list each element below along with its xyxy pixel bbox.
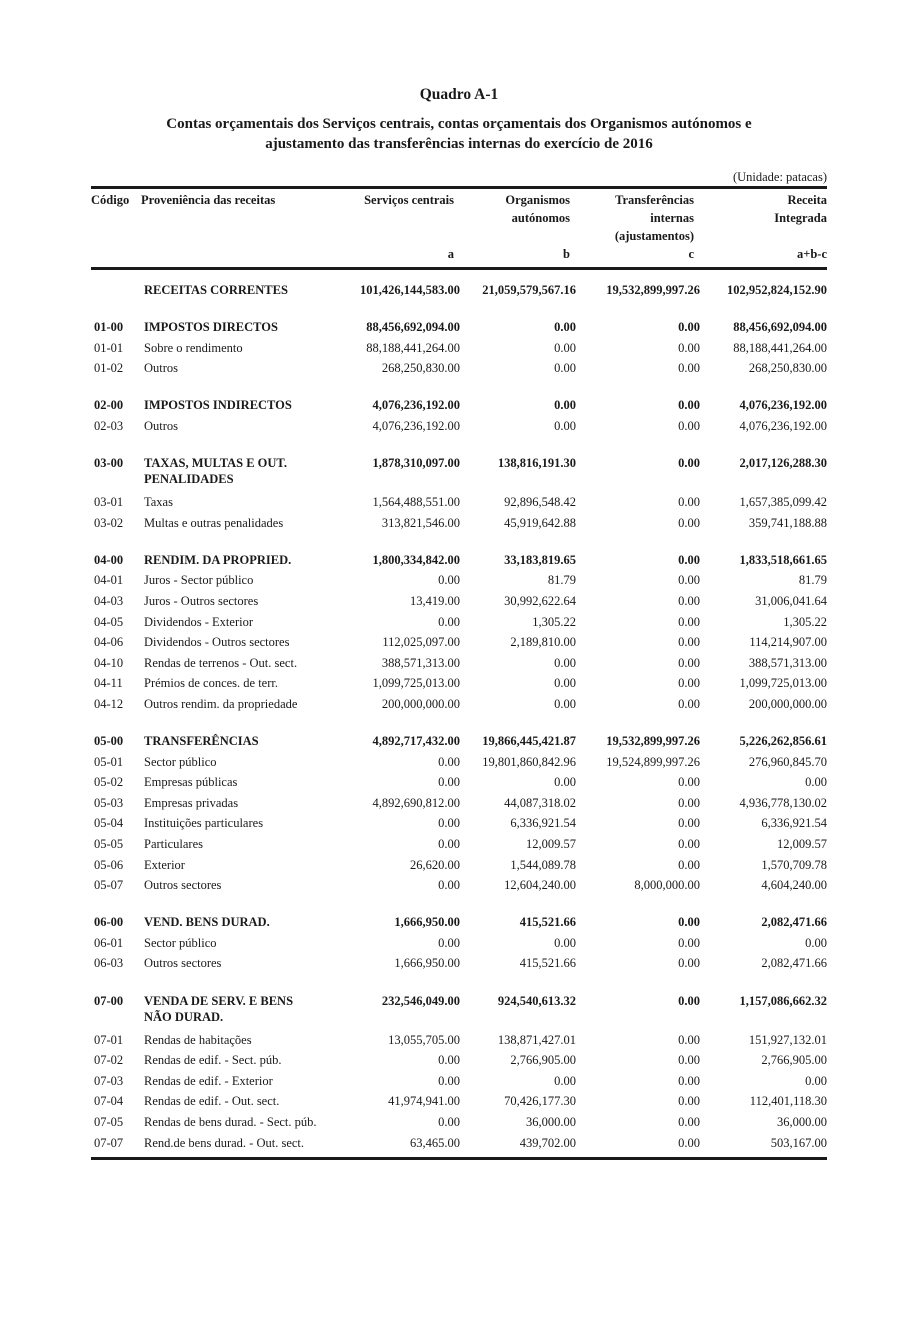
row-label: RECEITAS CORRENTES [144, 283, 288, 297]
row-code: 07-01 [94, 1032, 124, 1047]
row-value-a: 0.00 [438, 614, 460, 629]
row-value-b: 415,521.66 [519, 956, 576, 971]
row-value-d: 359,741,188.88 [748, 515, 827, 530]
formula-c: c [688, 247, 694, 261]
row-value-a: 88,456,692,094.00 [366, 320, 460, 335]
row-value-b: 81.79 [547, 573, 576, 588]
row-value-a: 63,465.00 [410, 1135, 460, 1150]
header-b-line-2: autónomos [511, 211, 570, 225]
row-label: Dividendos - Exterior [144, 614, 254, 629]
row-value-c: 0.00 [678, 320, 700, 335]
table-row [91, 634, 827, 655]
row-value-b: 0.00 [554, 1073, 576, 1088]
row-label: RENDIM. DA PROPRIED. [144, 552, 292, 567]
row-value-d: 112,401,118.30 [749, 1094, 827, 1109]
row-code: 07-02 [94, 1053, 124, 1068]
row-value-c: 0.00 [678, 456, 700, 471]
table-row [91, 877, 827, 898]
section-row [91, 455, 827, 494]
row-code: 05-02 [94, 775, 124, 790]
row-label: Rend.de bens durad. - Out. sect. [144, 1135, 305, 1150]
row-value-d: 4,936,778,130.02 [739, 795, 827, 810]
row-code: 04-11 [94, 676, 123, 691]
row-label: Empresas públicas [144, 775, 238, 790]
row-value-c: 0.00 [678, 696, 700, 711]
row-value-a: 0.00 [438, 775, 460, 790]
row-value-d: 0.00 [805, 1073, 827, 1088]
unit-note: (Unidade: patacas) [732, 170, 827, 184]
row-value-a: 4,076,236,192.00 [372, 398, 460, 413]
row-value-b: 415,521.66 [519, 915, 576, 930]
row-value-c: 0.00 [678, 956, 700, 971]
row-value-b: 12,009.57 [526, 836, 576, 851]
row-code: 05-03 [94, 795, 124, 810]
row-value-a: 0.00 [438, 1053, 460, 1068]
row-value-c: 0.00 [678, 635, 700, 650]
row-value-a: 388,571,313.00 [381, 655, 460, 670]
table-row [91, 360, 827, 381]
row-label: Particulares [144, 836, 204, 851]
row-value-b: 19,866,445,421.87 [482, 734, 576, 748]
table-row [91, 614, 827, 635]
row-value-c: 0.00 [678, 398, 700, 413]
formula-b: b [563, 247, 570, 261]
row-value-c: 0.00 [678, 1114, 700, 1129]
row-value-d: 0.00 [805, 775, 827, 790]
section-row [91, 552, 827, 573]
row-code: 03-02 [94, 515, 124, 530]
row-value-a: 1,800,334,842.00 [372, 552, 460, 567]
row-value-d: 5,226,262,856.61 [739, 734, 827, 748]
table-title: Quadro A-1 [419, 86, 499, 103]
row-value-b: 19,801,860,842.96 [482, 754, 576, 769]
row-value-d: 1,570,709.78 [761, 857, 827, 872]
row-value-b: 44,087,318.02 [504, 795, 576, 810]
row-value-a: 13,419.00 [410, 593, 460, 608]
group-spacer [91, 535, 827, 552]
total-row-receitas-correntes [91, 282, 827, 303]
row-value-b: 0.00 [554, 398, 576, 413]
header-c-line-1: Transferências [615, 193, 694, 207]
row-value-d: 388,571,313.00 [748, 655, 827, 670]
row-value-c: 0.00 [678, 1135, 700, 1150]
row-code: 05-00 [94, 734, 124, 748]
group-spacer [91, 303, 827, 320]
row-value-c: 0.00 [678, 1094, 700, 1109]
document-page [91, 84, 827, 1160]
row-value-a: 1,666,950.00 [394, 956, 460, 971]
header-description: Proveniência das receitas [141, 193, 276, 207]
row-label: Rendas de edif. - Exterior [144, 1073, 273, 1088]
row-value-b: 0.00 [554, 676, 576, 691]
row-value-a: 0.00 [438, 816, 460, 831]
row-value-a: 13,055,705.00 [388, 1032, 460, 1047]
header-d-line-2: Integrada [774, 211, 827, 225]
table-header [91, 189, 827, 267]
row-value-d: 88,188,441,264.00 [733, 340, 827, 355]
header-organismos-autonomos [460, 189, 576, 245]
row-label: Outros sectores [144, 956, 222, 971]
row-value-d: 114,214,907.00 [749, 635, 827, 650]
row-value-a: 41,974,941.00 [388, 1094, 460, 1109]
table-row [91, 815, 827, 836]
row-value-b: 0.00 [554, 361, 576, 376]
row-label: Rendas de terrenos - Out. sect. [144, 655, 298, 670]
row-value-a: 26,620.00 [410, 857, 460, 872]
table-row [91, 1093, 827, 1114]
row-label: Taxas [144, 495, 173, 510]
row-label: Rendas de habitações [144, 1032, 252, 1047]
row-value-b: 138,816,191.30 [497, 456, 576, 471]
row-value-c: 0.00 [678, 495, 700, 510]
row-label: Juros - Outros sectores [144, 593, 259, 608]
row-value-c: 0.00 [678, 775, 700, 790]
section-row [91, 397, 827, 418]
table-row [91, 572, 827, 593]
row-value-b: 30,992,622.64 [504, 593, 576, 608]
row-value-b: 2,766,905.00 [510, 1053, 576, 1068]
row-value-a: 0.00 [438, 1114, 460, 1129]
row-label: Outros sectores [144, 878, 222, 893]
row-value-a: 88,188,441,264.00 [366, 340, 460, 355]
table-subtitle [91, 114, 827, 154]
row-value-c: 0.00 [678, 361, 700, 376]
row-label: Multas e outras penalidades [144, 515, 284, 530]
row-code: 04-12 [94, 696, 124, 711]
row-value-d: 12,009.57 [777, 836, 827, 851]
row-code: 04-10 [94, 655, 124, 670]
bottom-rule [91, 1157, 827, 1160]
row-value-a: 1,564,488,551.00 [372, 495, 460, 510]
row-value-c: 0.00 [678, 515, 700, 530]
row-value-d: 2,082,471.66 [761, 956, 827, 971]
row-value-d: 1,305.22 [783, 614, 827, 629]
section-row [91, 914, 827, 935]
table-row [91, 795, 827, 816]
row-value-a: 112,025,097.00 [382, 635, 460, 650]
row-value-a: 101,426,144,583.00 [360, 283, 460, 297]
row-value-b: 21,059,579,567.16 [482, 283, 576, 297]
row-value-a: 4,892,717,432.00 [372, 734, 460, 748]
row-label: Outros [144, 418, 179, 433]
row-code: 07-04 [94, 1094, 124, 1109]
table-row [91, 774, 827, 795]
row-code: 01-01 [94, 340, 124, 355]
formula-a: a [447, 247, 454, 261]
row-code: 04-03 [94, 593, 124, 608]
row-value-c: 19,532,899,997.26 [606, 283, 700, 297]
row-code [91, 282, 141, 303]
row-value-c: 0.00 [678, 1032, 700, 1047]
row-value-b: 6,336,921.54 [510, 816, 576, 831]
row-value-d: 1,657,385,099.42 [739, 495, 827, 510]
row-value-a: 232,546,049.00 [381, 993, 460, 1008]
row-label: TAXAS, MULTAS E OUT. PENALIDADES [144, 456, 287, 487]
row-value-d: 2,082,471.66 [761, 915, 827, 930]
revenue-table-body [91, 270, 827, 1155]
row-value-d: 2,017,126,288.30 [739, 456, 827, 471]
row-value-c: 0.00 [678, 573, 700, 588]
row-value-c: 0.00 [678, 552, 700, 567]
table-row [91, 955, 827, 976]
row-value-c: 0.00 [678, 816, 700, 831]
row-label: Empresas privadas [144, 795, 239, 810]
row-code: 05-07 [94, 878, 124, 893]
row-value-d: 31,006,041.64 [755, 593, 827, 608]
row-value-b: 92,896,548.42 [504, 495, 576, 510]
table-row [91, 1052, 827, 1073]
row-value-a: 0.00 [438, 878, 460, 893]
row-value-a: 1,878,310,097.00 [372, 456, 460, 471]
row-value-a: 268,250,830.00 [381, 361, 460, 376]
group-spacer [91, 381, 827, 398]
header-d-line-1: Receita [787, 193, 827, 207]
header-code: Código [91, 193, 130, 207]
row-value-c: 0.00 [678, 418, 700, 433]
row-value-c: 0.00 [678, 655, 700, 670]
row-code: 05-04 [94, 816, 124, 831]
row-label: Sector público [144, 754, 217, 769]
row-value-b: 924,540,613.32 [497, 993, 576, 1008]
row-label: Prémios de conces. de terr. [144, 676, 278, 691]
row-label: IMPOSTOS DIRECTOS [144, 320, 278, 335]
table-row [91, 1032, 827, 1053]
row-value-b: 12,604,240.00 [504, 878, 576, 893]
row-value-d: 4,604,240.00 [761, 878, 827, 893]
row-value-a: 0.00 [438, 836, 460, 851]
row-value-a: 1,666,950.00 [394, 915, 460, 930]
row-value-c: 0.00 [678, 857, 700, 872]
row-label: Sector público [144, 935, 217, 950]
subtitle-line-2: ajustamento das transferências internas do exercício de 2016 [265, 136, 653, 152]
row-value-a: 0.00 [438, 935, 460, 950]
group-spacer [91, 439, 827, 456]
header-servicos-centrais [347, 189, 460, 245]
row-value-a: 4,076,236,192.00 [372, 418, 460, 433]
row-value-c: 0.00 [678, 614, 700, 629]
row-value-d: 276,960,845.70 [748, 754, 827, 769]
row-value-d: 1,099,725,013.00 [739, 676, 827, 691]
row-code: 03-01 [94, 495, 124, 510]
row-code: 06-00 [94, 915, 124, 930]
group-spacer [91, 717, 827, 734]
row-value-c: 0.00 [678, 593, 700, 608]
table-row [91, 515, 827, 536]
group-spacer [91, 898, 827, 915]
header-a-line-1: Serviços centrais [364, 193, 454, 207]
row-value-d: 268,250,830.00 [748, 361, 827, 376]
row-label: Exterior [144, 857, 185, 872]
header-transferencias-internas [576, 189, 700, 245]
header-receita-integrada [700, 189, 827, 245]
row-label: Instituições particulares [144, 816, 264, 831]
table-row [91, 340, 827, 361]
row-value-b: 2,189,810.00 [510, 635, 576, 650]
row-value-c: 0.00 [678, 993, 700, 1008]
row-code: 04-01 [94, 573, 124, 588]
row-code: 03-00 [94, 456, 124, 471]
table-row [91, 494, 827, 515]
row-value-b: 0.00 [554, 320, 576, 335]
row-value-c: 0.00 [678, 836, 700, 851]
row-label: Dividendos - Outros sectores [144, 635, 290, 650]
row-value-b: 33,183,819.65 [504, 552, 576, 567]
row-value-a: 0.00 [438, 754, 460, 769]
row-label: IMPOSTOS INDIRECTOS [144, 398, 292, 413]
row-code: 01-00 [94, 320, 124, 335]
row-value-b: 70,426,177.30 [504, 1094, 576, 1109]
row-value-c: 0.00 [678, 340, 700, 355]
row-code: 05-05 [94, 836, 124, 851]
row-label: Outros rendim. da propriedade [144, 696, 298, 711]
row-value-d: 36,000.00 [777, 1114, 827, 1129]
row-value-b: 439,702.00 [519, 1135, 576, 1150]
row-label: TRANSFERÊNCIAS [144, 734, 259, 748]
row-label: Outros [144, 361, 179, 376]
table-row [91, 418, 827, 439]
row-value-d: 81.79 [798, 573, 827, 588]
table-row [91, 593, 827, 614]
row-value-c: 19,524,899,997.26 [606, 754, 700, 769]
table-row [91, 857, 827, 878]
row-code: 04-06 [94, 635, 124, 650]
row-value-d: 151,927,132.01 [748, 1032, 827, 1047]
row-value-a: 1,099,725,013.00 [372, 676, 460, 691]
row-value-b: 0.00 [554, 696, 576, 711]
row-code: 04-00 [94, 552, 124, 567]
row-code: 07-03 [94, 1073, 124, 1088]
row-label: Sobre o rendimento [144, 340, 243, 355]
group-spacer [91, 976, 827, 993]
table-row [91, 696, 827, 717]
row-code: 07-07 [94, 1135, 124, 1150]
row-code: 06-03 [94, 956, 124, 971]
row-value-c: 0.00 [678, 1073, 700, 1088]
row-value-c: 0.00 [678, 795, 700, 810]
row-code: 02-00 [94, 398, 124, 413]
row-label: VEND. BENS DURAD. [144, 915, 270, 930]
row-code: 04-05 [94, 614, 124, 629]
row-value-d: 200,000,000.00 [748, 696, 827, 711]
row-value-a: 0.00 [438, 1073, 460, 1088]
row-value-d: 1,833,518,661.65 [739, 552, 827, 567]
table-row [91, 675, 827, 696]
row-value-d: 6,336,921.54 [761, 816, 827, 831]
section-row [91, 993, 827, 1032]
section-row [91, 733, 827, 754]
formula-d: a+b-c [796, 247, 827, 261]
table-row [91, 935, 827, 956]
row-value-d: 1,157,086,662.32 [739, 993, 827, 1008]
row-value-a: 313,821,546.00 [381, 515, 460, 530]
row-value-d: 4,076,236,192.00 [739, 398, 827, 413]
row-value-b: 1,544,089.78 [510, 857, 576, 872]
table-row [91, 754, 827, 775]
row-value-b: 138,871,427.01 [497, 1032, 576, 1047]
row-code: 02-03 [94, 418, 124, 433]
row-value-d: 88,456,692,094.00 [733, 320, 827, 335]
header-c-line-3: (ajustamentos) [614, 229, 694, 243]
row-value-c: 0.00 [678, 1053, 700, 1068]
row-value-c: 0.00 [678, 676, 700, 691]
row-value-d: 0.00 [805, 935, 827, 950]
row-label: Rendas de edif. - Sect. púb. [144, 1053, 282, 1068]
row-label: VENDA DE SERV. E BENS NÃO DURAD. [144, 993, 294, 1024]
row-code: 07-05 [94, 1114, 124, 1129]
row-value-b: 0.00 [554, 775, 576, 790]
row-value-b: 1,305.22 [532, 614, 576, 629]
row-value-b: 0.00 [554, 418, 576, 433]
row-code: 05-01 [94, 754, 124, 769]
table-row [91, 655, 827, 676]
row-value-d: 102,952,824,152.90 [727, 283, 827, 297]
row-value-b: 45,919,642.88 [504, 515, 576, 530]
table-row [91, 836, 827, 857]
row-value-a: 0.00 [438, 573, 460, 588]
table-body [91, 270, 827, 1155]
header-b-line-1: Organismos [505, 193, 570, 207]
row-code: 01-02 [94, 361, 124, 376]
row-value-c: 0.00 [678, 935, 700, 950]
revenue-table [91, 189, 827, 267]
table-row [91, 1114, 827, 1135]
section-row [91, 319, 827, 340]
row-value-b: 36,000.00 [526, 1114, 576, 1129]
row-value-a: 4,892,690,812.00 [372, 795, 460, 810]
row-value-d: 2,766,905.00 [761, 1053, 827, 1068]
row-value-c: 8,000,000.00 [634, 878, 700, 893]
header-c-line-2: internas [650, 211, 694, 225]
row-value-a: 200,000,000.00 [381, 696, 460, 711]
row-code: 06-01 [94, 935, 124, 950]
row-value-d: 503,167.00 [770, 1135, 827, 1150]
row-code: 05-06 [94, 857, 124, 872]
row-value-b: 0.00 [554, 655, 576, 670]
table-row [91, 1073, 827, 1094]
row-label: Juros - Sector público [144, 573, 254, 588]
row-label: Rendas de edif. - Out. sect. [144, 1094, 280, 1109]
table-row [91, 1135, 827, 1156]
row-value-b: 0.00 [554, 340, 576, 355]
row-code: 07-00 [94, 993, 124, 1008]
row-value-c: 19,532,899,997.26 [606, 734, 700, 748]
row-value-b: 0.00 [554, 935, 576, 950]
row-label: Rendas de bens durad. - Sect. púb. [144, 1114, 317, 1129]
row-value-c: 0.00 [678, 915, 700, 930]
row-value-d: 4,076,236,192.00 [739, 418, 827, 433]
subtitle-line-1: Contas orçamentais dos Serviços centrais, contas orçamentais dos Organismos autónomos e [166, 116, 752, 132]
